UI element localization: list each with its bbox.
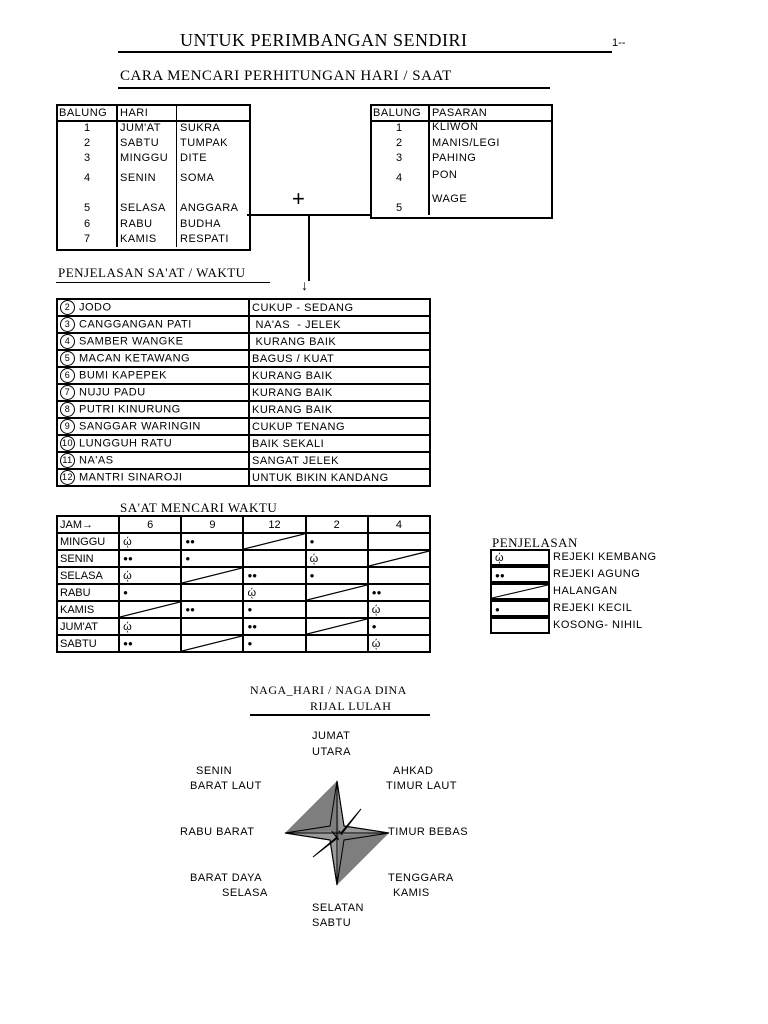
saat-meaning-cell xyxy=(249,418,430,435)
day-num: 3 xyxy=(84,152,91,164)
saat-name: PUTRI KINURUNG xyxy=(79,403,181,416)
halangan-slash-icon xyxy=(244,534,304,549)
day-name: JUM'AT xyxy=(120,122,161,134)
saat-meaning: CUKUP - SEDANG xyxy=(252,301,354,314)
waktu-cell xyxy=(368,635,430,652)
waktu-cell xyxy=(181,635,243,652)
saat-meaning-cell xyxy=(249,469,430,486)
single-dot-icon: ● xyxy=(247,605,253,614)
waktu-cell xyxy=(243,567,305,584)
pasaran-name: KLIWON xyxy=(432,121,479,133)
saat-row xyxy=(57,333,430,350)
halangan-slash-icon xyxy=(182,568,242,583)
southwest-direction: BARAT DAYA xyxy=(190,872,263,884)
legend-title: PENJELASAN xyxy=(492,535,578,550)
connector-vertical xyxy=(308,215,310,281)
single-dot-icon: ● xyxy=(247,639,253,648)
saat-name: MACAN KETAWANG xyxy=(79,352,191,365)
south-day: SABTU xyxy=(312,917,352,929)
single-dot-icon: ● xyxy=(371,622,377,631)
rejeki-kembang-icon: ῴ xyxy=(123,569,132,582)
saat-row xyxy=(57,469,430,486)
waktu-title: SA'AT MENCARI WAKTU xyxy=(120,500,278,515)
saat-name-cell xyxy=(57,401,249,418)
subtitle-underline xyxy=(118,87,550,89)
saat-meaning: UNTUK BIKIN KANDANG xyxy=(252,471,389,484)
pasaran-num: 4 xyxy=(396,172,403,184)
waktu-row xyxy=(57,618,430,635)
saat-name: JODO xyxy=(79,301,112,314)
waktu-cell xyxy=(243,601,305,618)
day-alt-name: DITE xyxy=(180,152,208,164)
waktu-cell xyxy=(368,584,430,601)
waktu-cell xyxy=(306,635,368,652)
saat-row xyxy=(57,299,430,316)
saat-meaning-cell xyxy=(249,401,430,418)
legend-label: KOSONG- NIHIL xyxy=(553,619,643,631)
naga-subtitle: RIJAL LULAH xyxy=(310,699,392,713)
legend-label: HALANGAN xyxy=(553,585,618,597)
saat-name-cell xyxy=(57,350,249,367)
circled-number: 11 xyxy=(60,453,75,468)
east-label: TIMUR BEBAS xyxy=(388,826,469,838)
waktu-day: RABU xyxy=(57,584,119,601)
day-alt-name: SUKRA xyxy=(180,122,221,134)
saat-meaning: BAGUS / KUAT xyxy=(252,352,335,365)
jam-label: JAM xyxy=(60,518,82,531)
day-alt-name: TUMPAK xyxy=(180,137,229,149)
waktu-cell xyxy=(181,618,243,635)
rejeki-kembang-icon: ῴ xyxy=(371,603,381,616)
page-marker: 1-- xyxy=(612,37,626,49)
saat-row xyxy=(57,401,430,418)
day-alt-name: SOMA xyxy=(180,172,215,184)
single-dot-icon: ● xyxy=(185,554,191,563)
plus-sign: + xyxy=(292,186,305,211)
section-subtitle: CARA MENCARI PERHITUNGAN HARI / SAAT xyxy=(120,68,452,84)
legend-swatch xyxy=(490,600,550,617)
naga-underline xyxy=(250,714,430,716)
saat-row xyxy=(57,384,430,401)
halangan-slash-icon xyxy=(492,585,548,598)
saat-row xyxy=(57,435,430,452)
day-name: SELASA xyxy=(120,202,166,214)
day-name: MINGGU xyxy=(120,152,169,164)
circled-number: 9 xyxy=(60,419,75,434)
northeast-direction: TIMUR LAUT xyxy=(386,780,457,792)
pasaran-num: 1 xyxy=(396,122,403,134)
saat-name: LUNGGUH RATU xyxy=(79,437,173,450)
day-num: 5 xyxy=(84,202,91,214)
waktu-day: SENIN xyxy=(57,550,119,567)
circled-number: 4 xyxy=(60,334,75,349)
legend-swatch xyxy=(490,617,550,634)
rejeki-kembang-icon: ῴ xyxy=(371,637,381,650)
hour-header: 2 xyxy=(306,516,368,533)
circled-number: 7 xyxy=(60,385,75,400)
northwest-direction: BARAT LAUT xyxy=(190,780,262,792)
pasaran-num: 2 xyxy=(396,137,403,149)
pasaran-header-pasaran: PASARAN xyxy=(432,107,488,119)
saat-meaning: KURANG BAIK xyxy=(252,386,333,399)
waktu-header-row xyxy=(57,516,430,533)
saat-name: CANGGANGAN PATI xyxy=(79,318,192,331)
waktu-cell xyxy=(181,533,243,550)
waktu-cell xyxy=(119,635,181,652)
waktu-table xyxy=(56,515,431,653)
double-dot-icon: ●● xyxy=(247,622,258,631)
day-name: SENIN xyxy=(120,172,157,184)
waktu-cell xyxy=(243,533,305,550)
saat-row xyxy=(57,367,430,384)
hour-header: 4 xyxy=(368,516,430,533)
single-dot-icon: ● xyxy=(123,588,128,597)
northeast-day: AHKAD xyxy=(393,765,434,777)
saat-name: NA'AS xyxy=(79,454,114,467)
double-dot-icon: ●● xyxy=(495,571,505,580)
legend-swatch xyxy=(490,583,550,600)
saat-meaning-cell xyxy=(249,299,430,316)
south-direction: SELATAN xyxy=(312,902,364,914)
waktu-day: KAMIS xyxy=(57,601,119,618)
day-num: 1 xyxy=(84,122,91,134)
day-alt-name: RESPATI xyxy=(180,233,229,245)
double-dot-icon: ●● xyxy=(185,605,195,614)
saat-row xyxy=(57,418,430,435)
penjelasan-underline xyxy=(56,282,270,283)
waktu-cell xyxy=(181,550,243,567)
saat-row xyxy=(57,316,430,333)
saat-name-cell xyxy=(57,384,249,401)
saat-row xyxy=(57,350,430,367)
double-dot-icon: ●● xyxy=(123,554,133,563)
halangan-slash-icon xyxy=(369,551,429,566)
waktu-cell xyxy=(181,567,243,584)
arrow-right-icon: → xyxy=(82,518,93,531)
waktu-cell xyxy=(368,533,430,550)
circled-number: 8 xyxy=(60,402,75,417)
rejeki-kembang-icon: ῴ xyxy=(123,620,132,633)
single-dot-icon: ● xyxy=(309,537,315,546)
circled-number: 6 xyxy=(60,368,75,383)
double-dot-icon: ●● xyxy=(247,571,258,580)
waktu-day: JUM'AT xyxy=(57,618,119,635)
saat-meaning-cell xyxy=(249,384,430,401)
saat-name-cell xyxy=(57,333,249,350)
waktu-cell xyxy=(306,550,368,567)
halangan-slash-icon xyxy=(307,585,367,600)
halangan-slash-icon xyxy=(120,602,180,617)
waktu-cell xyxy=(243,584,305,601)
pasaran-name: MANIS/LEGI xyxy=(432,137,500,149)
waktu-cell xyxy=(119,533,181,550)
day-header-hari: HARI xyxy=(120,107,149,119)
compass-star-icon xyxy=(282,778,392,888)
waktu-row xyxy=(57,533,430,550)
saat-meaning-cell xyxy=(249,316,430,333)
arrow-down: ↓ xyxy=(301,277,308,293)
saat-row xyxy=(57,452,430,469)
waktu-row xyxy=(57,601,430,618)
saat-meaning: KURANG BAIK xyxy=(252,369,333,382)
saat-meaning: BAIK SEKALI xyxy=(252,437,325,450)
saat-meaning: SANGAT JELEK xyxy=(252,454,339,467)
saat-meaning: NA'AS - JELEK xyxy=(252,318,342,331)
rejeki-kembang-icon: ῴ xyxy=(247,586,257,599)
waktu-row xyxy=(57,635,430,652)
saat-name: NUJU PADU xyxy=(79,386,146,399)
circled-number: 5 xyxy=(60,351,75,366)
naga-title: NAGA_HARI / NAGA DINA xyxy=(250,683,407,697)
waktu-cell xyxy=(181,584,243,601)
legend-label: REJEKI KECIL xyxy=(553,602,633,614)
waktu-cell xyxy=(243,550,305,567)
halangan-slash-icon xyxy=(307,619,367,634)
day-num: 7 xyxy=(84,233,91,245)
waktu-cell xyxy=(306,584,368,601)
waktu-cell xyxy=(119,584,181,601)
saat-name-cell xyxy=(57,418,249,435)
saat-name: SANGGAR WARINGIN xyxy=(79,420,201,433)
saat-name-cell xyxy=(57,435,249,452)
north-day: JUMAT xyxy=(312,730,351,742)
circled-number: 10 xyxy=(60,436,75,451)
waktu-cell xyxy=(119,601,181,618)
waktu-cell xyxy=(306,567,368,584)
day-header-balung: BALUNG xyxy=(59,107,108,119)
day-alt-name: ANGGARA xyxy=(180,202,239,214)
waktu-day: SELASA xyxy=(57,567,119,584)
halangan-slash-icon xyxy=(182,636,242,651)
legend-label: REJEKI AGUNG xyxy=(553,568,641,580)
single-dot-icon: ● xyxy=(309,571,315,580)
waktu-day: MINGGU xyxy=(57,533,119,550)
pasaran-num: 3 xyxy=(396,152,403,164)
day-name: RABU xyxy=(120,218,153,230)
pasaran-header-balung: BALUNG xyxy=(373,107,422,119)
waktu-row xyxy=(57,567,430,584)
waktu-cell xyxy=(368,550,430,567)
pasaran-name: PON xyxy=(432,169,458,181)
saat-name-cell xyxy=(57,452,249,469)
day-name: KAMIS xyxy=(120,233,157,245)
waktu-cell xyxy=(119,618,181,635)
rejeki-kembang-icon: ῴ xyxy=(309,552,319,565)
waktu-cell xyxy=(119,567,181,584)
penjelasan-saat-table xyxy=(56,298,431,487)
saat-meaning-cell xyxy=(249,350,430,367)
waktu-cell xyxy=(181,601,243,618)
page-title: UNTUK PERIMBANGAN SENDIRI xyxy=(180,30,468,50)
day-num: 6 xyxy=(84,218,91,230)
circled-number: 3 xyxy=(60,317,75,332)
saat-name: MANTRI SINAROJI xyxy=(79,471,183,484)
circled-number: 2 xyxy=(60,300,75,315)
north-direction: UTARA xyxy=(312,746,351,758)
saat-meaning-cell xyxy=(249,333,430,350)
hour-header: 9 xyxy=(181,516,243,533)
southwest-day: SELASA xyxy=(222,887,268,899)
day-name: SABTU xyxy=(120,137,160,149)
double-dot-icon: ●● xyxy=(185,537,195,546)
northwest-day: SENIN xyxy=(196,765,233,777)
saat-meaning-cell xyxy=(249,367,430,384)
pasaran-name: WAGE xyxy=(432,193,468,205)
pasaran-name: PAHING xyxy=(432,152,477,164)
waktu-cell xyxy=(306,618,368,635)
day-num: 2 xyxy=(84,137,91,149)
double-dot-icon: ●● xyxy=(371,588,382,597)
southeast-day: KAMIS xyxy=(393,887,430,899)
single-dot-icon: ● xyxy=(495,605,500,614)
circled-number: 12 xyxy=(60,470,75,485)
title-underline xyxy=(118,51,612,53)
saat-name-cell xyxy=(57,367,249,384)
legend-label: REJEKI KEMBANG xyxy=(553,551,657,563)
west-label: RABU BARAT xyxy=(180,826,255,838)
waktu-day: SABTU xyxy=(57,635,119,652)
day-num: 4 xyxy=(84,172,91,184)
waktu-row xyxy=(57,550,430,567)
saat-name-cell xyxy=(57,316,249,333)
waktu-cell xyxy=(306,533,368,550)
waktu-cell xyxy=(243,635,305,652)
saat-name: BUMI KAPEPEK xyxy=(79,369,167,382)
waktu-cell xyxy=(368,618,430,635)
double-dot-icon: ●● xyxy=(123,639,133,648)
saat-name-cell xyxy=(57,299,249,316)
penjelasan-title: PENJELASAN SA'AT / WAKTU xyxy=(58,265,246,280)
legend-swatch xyxy=(490,566,550,583)
waktu-cell xyxy=(306,601,368,618)
saat-name-cell xyxy=(57,469,249,486)
waktu-cell xyxy=(368,601,430,618)
southeast-direction: TENGGARA xyxy=(388,872,454,884)
saat-name: SAMBER WANGKE xyxy=(79,335,184,348)
waktu-row xyxy=(57,584,430,601)
saat-meaning: CUKUP TENANG xyxy=(252,420,346,433)
legend-swatch xyxy=(490,549,550,566)
waktu-cell xyxy=(368,567,430,584)
saat-meaning: KURANG BAIK xyxy=(252,403,333,416)
waktu-cell xyxy=(119,550,181,567)
day-alt-name: BUDHA xyxy=(180,218,222,230)
hour-header: 6 xyxy=(119,516,181,533)
rejeki-kembang-icon: ῴ xyxy=(495,552,504,564)
saat-meaning: KURANG BAIK xyxy=(252,335,337,348)
pasaran-num: 5 xyxy=(396,202,403,214)
saat-meaning-cell xyxy=(249,435,430,452)
hour-header: 12 xyxy=(243,516,305,533)
saat-meaning-cell xyxy=(249,452,430,469)
jam-header-cell xyxy=(57,516,119,533)
waktu-cell xyxy=(243,618,305,635)
rejeki-kembang-icon: ῴ xyxy=(123,535,132,548)
